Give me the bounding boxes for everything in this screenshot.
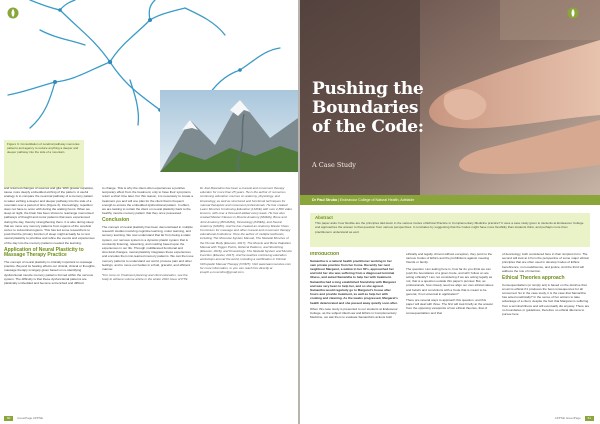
right-page [300,0,600,424]
left-column-1 [4,186,96,414]
title-line: Pushing the [312,79,424,99]
left-column-2 [102,186,194,414]
title-line: of the Code: [312,117,424,137]
article-title [312,80,512,137]
right-column-2 [406,252,494,414]
footer-text: Issue/Page APPNE [17,416,44,420]
right-column-1 [310,252,398,414]
abstract-heading: Abstract [315,215,333,220]
body-paragraph: to change. This is why the client often experiences a positive temporary effect from the treatment, only to have their symptoms return a short time later. For this reason, it is necessary to create a treatment you and will one plan for the client that is frequent enough to ensure the embedded dysfunctional pattern. In effect, we are looking to retrain the client on neural plasticity back to the healthy muscle memory pattern that they once possessed. [102,186,193,216]
figure-caption-text: Consolidation of cerebral pathway memories patterns and agency to reduce anything a deeper and deeper pathway into the side of a mountain [7,142,80,154]
mountain-illustration [160,90,298,172]
figure-caption [4,140,84,188]
body-paragraph: of deontology, both considered here in their simplest form. The second will look at it from the perspective of some major ethical principles that are often used in develop Codes of Ethics: beneficence, non-maleficence, and justice. And the third will address the role of intention. [502,252,589,273]
body-paragraph: The concept of neural plasticity has been demonstrated in multiple research studies involving cognitive learning, motor learning, and sensory learning. We now understand that far from being a static system, our nervous system is a dynamic plastic system that is constantly listening, relearning, and molding based upon the experiences in our life. Through multifaceted functional and structural changes, neural plasticity integrates these experiences and encodes them into learned memory patterns. We can then use memory patterns to understand our world, process pain and other feelings, and to move our bodies in a fluid, graceful, and efficient manner. [102,225,194,272]
body-paragraph: ethically and legally. Almost without exception, they point to the various Codes of Ethics and the prohibitions against meeting friends or family. [406,252,493,265]
body-paragraph: The concept of neural plasticity is critically important to massage practice. Beyond its healing effects our clinical, clinical or thoughts, massage therapy is largely given based on re-identifying dysfunctional muscle memory patterns formed within the nervous system. The difficulty is that these dysfunctional patterns are plastically embedded and become entrenched and difficult [4,260,96,286]
section-heading: Introduction [310,252,340,257]
author-affiliation: Endeavour College of Natural Health, Adelaide [339,198,415,202]
author-bar: Dr Paul Struba | Endeavour College of Natural Health, Adelaide [300,195,600,205]
abstract-text: This paper asks: how flexible are the principles laid down in the various Codes of Ethical Practice in Complementary Medicine practice? It uses a case study given to students at Endeavour College and approaches the answer to that question from various perspectives. It concludes by suggesting that the Codes might have more flexibility than students think, and perhaps more than practitioners understand as well. [315,221,584,234]
abstract-box [310,213,590,247]
body-paragraph: and returned changes of sources and glia. With greater repetition, cause more deeply embedded etching of the pattern. A useful analogy is to compare the neuronal pathway of a memory pattern to water etching a deeper and deeper pathway into the side of a mountain over a period of time (Figure 3). Interestingly, repetition does not have to occur with during the waking hours. When we sleep at night, the brain has been shown to rearrange memorised pathways of thought and motor patterns that were experienced during the day, thereby strengthening them. It is also during sleep that we move any memory patterns from regions of the cerebral cortex to subcortical regions. This has led some researchers to posit that the primary function of sleep might actually be to rest neural plasticity to prioritise and refine the events and experiences of the day into the memory patterns needed the learning. [4,186,95,245]
body-paragraph: The question I am asking here is, how far do you think we can push the boundaries of a given Code, and will I follow on are acting ethically? I am not considering if we are acting legally as not; that is a question outside this paper's purview. But, as professionals, how closely need we align our own ethical values and beliefs and convictions with a Code that is meant to be general, if not universal in application? [406,266,494,296]
page-number: 60 [4,416,13,421]
journal-logo-icon [7,7,19,19]
section-heading: Application of Neural Plasticity to Massage Therapy Practice [4,246,84,259]
author-name: Dr Paul Struba [312,198,337,202]
body-paragraph: Consequentialism (or simply act) is based on the doctrine that an act is ethical if it produces the best consequences for all concerned. So in the case study, it is the case that Samantha has acted unethically? In the sense of her actions to take advantage of a client, despite the fact that Margaret is suffering from a terminal illness and will eventually die anyway. There are no boundaries or guidelines, therefore no ethical dilemma to pursue here. [502,282,590,317]
article-subtitle: A Case Study [312,161,356,169]
left-footer [4,416,43,421]
figure-label: Figure 3. [7,142,20,146]
lead-paragraph: Samantha is a natural health practitioner working in her own private practice from her home. Recently her next neighbour Margaret, a widow in her 60's, approached her and told her she was suffering from a diagnosed terminal illness, and asked Samantha to help her with treatment. Samantha had a long established friendship with Margaret and was very keen to help her, and so she agreed. Samantha would regularly go to Margaret's house after hours and provide treatment, as well as help her with cooking and cleaning. As the weeks progressed, Margaret's health deteriorated and she passed away quietly soon after. [310,258,398,305]
title-line: Boundaries [312,98,419,118]
section-heading: Ethical Theories approach [502,275,565,282]
footnote: *For more on Treatment planning and client education, see the body to achieve volume article in the winter 2021 issue of PTS. [102,273,189,282]
footer-text: APPNE Issue/Page [554,416,581,420]
body-paragraph: There are several ways to approach this question, and this paper will deal with three. The first will look briefly at the answer from the opposing viewpoints of two ethical theories, that of consequentialism and that [406,298,494,315]
author-bio [200,186,292,414]
section-heading: Conclusion [102,217,130,224]
bio-text: Dr Joel Mascalino has been a manual and movement therapy educator for more than 25 years. He is the author of numerous continuing education courses on anatomy, physiology, and kinesiology, as well as structured and functional techniques for manual therapists and movement professionals. He has created Learn Muscles Continuing Education (LMCE) with over 2,800 video lessons, with over a thousand added every week. He has also created Master Classes in Muscle Anatomy (MAMA), Bone and Joint Anatomy (BOJAMA), Kinesiology (KINES), and Neural Anatomy (NAMC). And he has created an Anatomy Master Class Curriculum for massage and other manual and movement therapy educational institutions. Here the author of multiple textbooks, including The Muscular System Manual, The Skeletal Muscles of the Human Body (Elsevier, 2017), The Muscle and Bone Palpation Manual with Trigger Points, Referral Patterns, and Stretching (Elsevier, 2016), and Kinesiology: The Skeletal System and Muscle Function (Elsevier, 2017). And he teaches continuing education workshops around the world, including a certification in Clinical Orthopedic Manual Therapy (COMT). Visit www.learnmuscles.com for more information, or you can reach him directly at joseph.e.muscolino@gmail.com. [200,186,292,275]
left-page [0,0,298,424]
journal-logo-icon [567,7,579,19]
right-column-3 [502,252,590,414]
body-paragraph: When this case study is presented to our students at Endeavour College, as the subject titled Law and Ethics in Complementary Medicine, we ask them to evaluate Samantha's actions both [310,306,398,320]
right-footer [555,416,594,421]
page-number: 61 [585,416,594,421]
